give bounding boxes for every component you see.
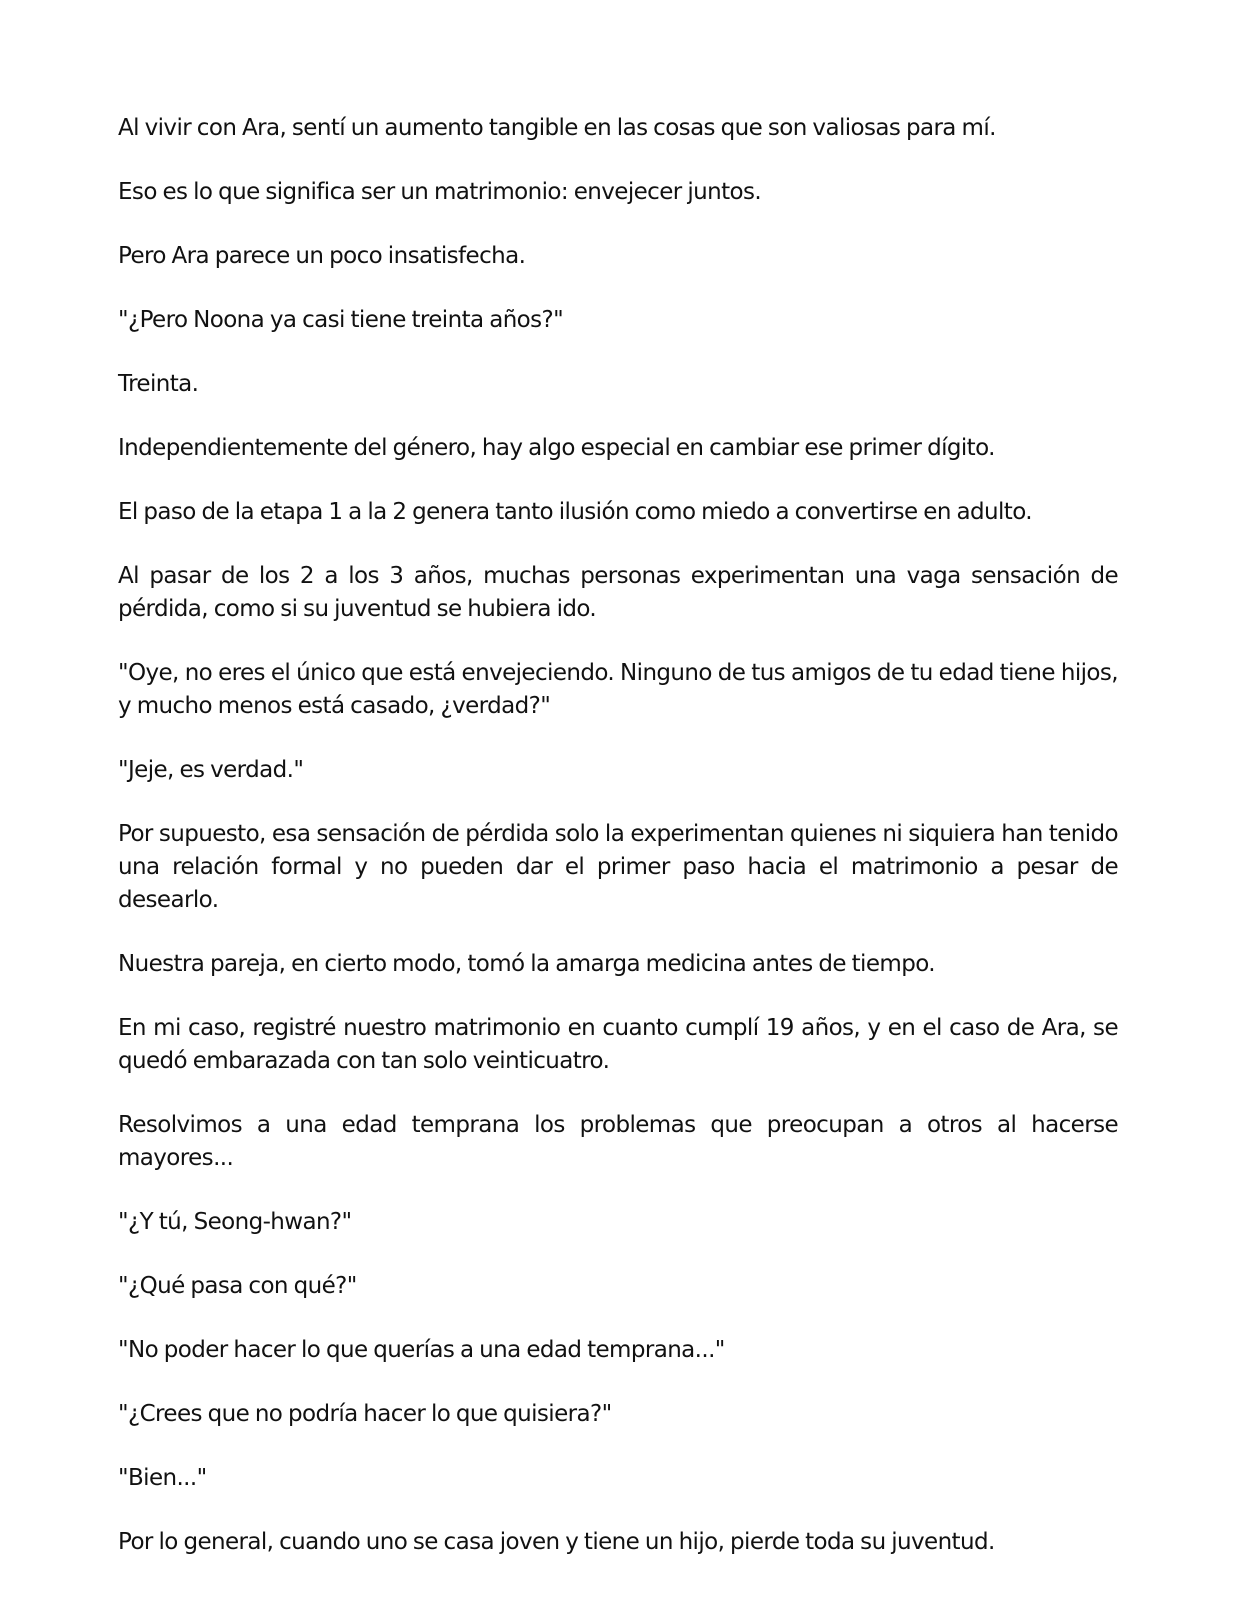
paragraph: En mi caso, registré nuestro matrimonio en cuanto cumplí 19 años, y en el caso de Ara, se quedó embarazada con tan solo veinticuatro. (118, 1015, 1118, 1074)
document-page (118, 112, 1118, 1590)
paragraph: "Oye, no eres el único que está envejeciendo. Ninguno de tus amigos de tu edad tiene hijos, y mucho menos está casado, ¿verdad?" (118, 660, 1118, 719)
paragraph: "Bien..." (118, 1465, 207, 1491)
paragraph: "¿Y tú, Seong-hwan?" (118, 1209, 352, 1235)
paragraph: Por supuesto, esa sensación de pérdida solo la experimentan quienes ni siquiera han tenido una relación formal y no pueden dar el primer paso hacia el matrimonio a pesar de desearlo. (118, 821, 1118, 913)
paragraph: Resolvimos a una edad temprana los problemas que preocupan a otros al hacerse mayores... (118, 1112, 1118, 1171)
paragraph: El paso de la etapa 1 a la 2 genera tanto ilusión como miedo a convertirse en adulto. (118, 499, 1032, 525)
paragraph: "¿Crees que no podría hacer lo que quisiera?" (118, 1401, 612, 1427)
paragraph: Pero Ara parece un poco insatisfecha. (118, 243, 526, 269)
paragraph: Treinta. (118, 371, 199, 397)
paragraph: Nuestra pareja, en cierto modo, tomó la amarga medicina antes de tiempo. (118, 951, 935, 977)
paragraph: "Jeje, es verdad." (118, 757, 304, 783)
paragraph: "¿Qué pasa con qué?" (118, 1273, 357, 1299)
paragraph: "¿Pero Noona ya casi tiene treinta años?" (118, 307, 564, 333)
paragraph: Al vivir con Ara, sentí un aumento tangible en las cosas que son valiosas para mí. (118, 115, 996, 141)
paragraph: Por lo general, cuando uno se casa joven y tiene un hijo, pierde toda su juventud. (118, 1529, 995, 1555)
paragraph: Eso es lo que significa ser un matrimonio: envejecer juntos. (118, 179, 762, 205)
paragraph: Independientemente del género, hay algo especial en cambiar ese primer dígito. (118, 435, 995, 461)
paragraph: "No poder hacer lo que querías a una edad temprana..." (118, 1337, 725, 1363)
paragraph: Al pasar de los 2 a los 3 años, muchas personas experimentan una vaga sensación de pérdida, como si su juventud se hubiera ido. (118, 563, 1118, 622)
